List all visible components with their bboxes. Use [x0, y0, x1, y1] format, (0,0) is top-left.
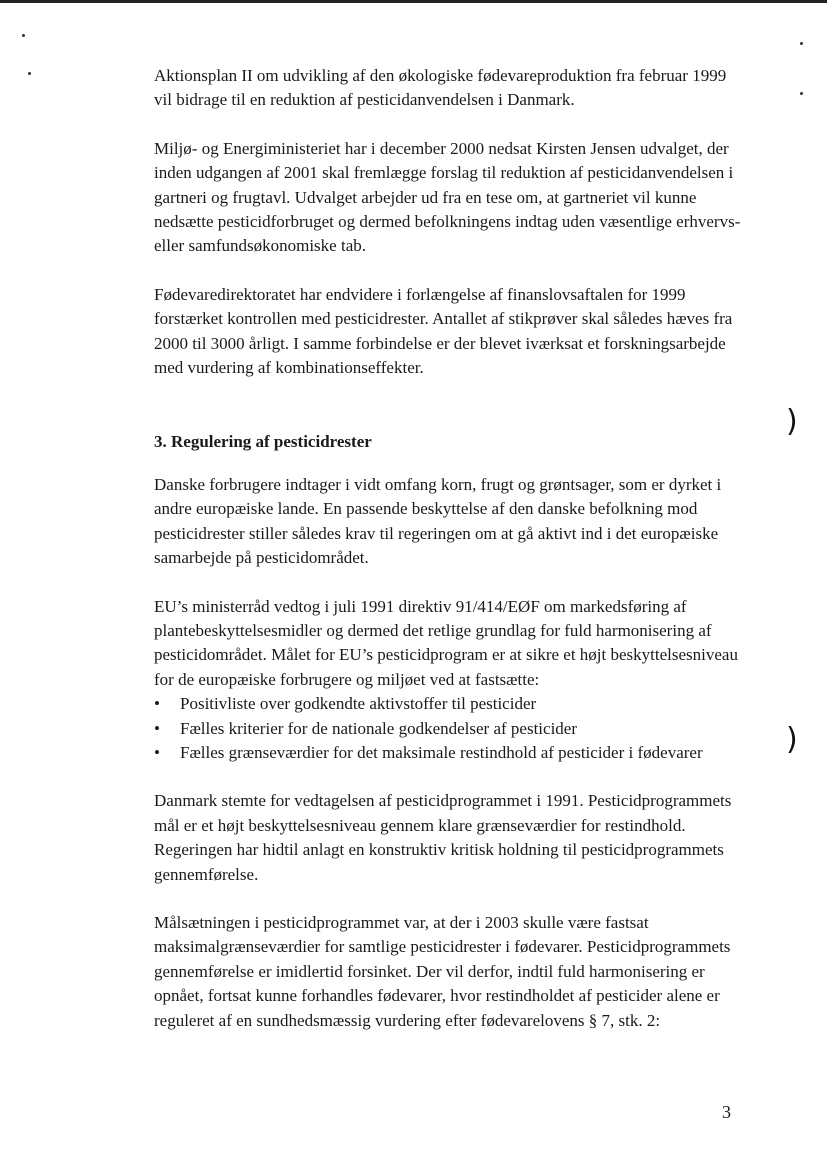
binder-hole-mark: ) — [786, 722, 798, 757]
paragraph: Miljø- og Energiministeriet har i december 2000 nedsat Kirsten Jensen udvalget, der inden udgangen af 2001 skal fremlægge forslag til reduktion af pesticidanvendelsen i gartneri og frugtavl. Udvalget arbejder ud fra en tese om, at gartneriet vil kunne nedsætte pesticidforbruget og dermed befolkningens indtag uden væsentlige erhvervs- eller samfundsøkonomiske tab. — [154, 138, 741, 256]
paragraph: Danmark stemte for vedtagelsen af pesticidprogrammet i 1991. Pesticidprogrammets mål er et højt beskyttelsesniveau gennem klare grænseværdier for restindhold. Regeringen har hidtil anlagt en konstruktiv kritisk holdning til pesticidprogrammets gennemførelse. — [154, 791, 732, 884]
scan-speck — [28, 72, 31, 75]
section-heading: 3. Regulering af pesticidrester — [154, 432, 372, 452]
paragraph: Danske forbrugere indtager i vidt omfang korn, frugt og grøntsager, som er dyrket i andre europæiske lande. En passende beskyttelse af den danske befolkning mod pesticidrester stiller således krav til regeringen om at gå aktivt ind i det europæiske samarbejde på pesticidområdet. — [154, 474, 722, 568]
scan-speck — [800, 92, 803, 95]
document-body — [154, 64, 744, 1057]
bullet-item: • Fælles grænseværdier for det maksimale restindhold af pesticider i fødevarer — [154, 741, 744, 765]
scan-top-border — [0, 0, 827, 3]
bullet-item: • Positivliste over godkendte aktivstoffer til pesticider — [154, 692, 744, 716]
page-number: 3 — [722, 1102, 731, 1122]
bullet-list — [154, 692, 744, 765]
scan-speck — [22, 34, 25, 37]
paragraph: Fødevaredirektoratet har endvidere i forlængelse af finanslovsaftalen for 1999 forstærket kontrollen med pesticidrester. Antallet af stikprøver skal således hæves fra 2000 til 3000 årligt. I samme forbindelse er der blevet iværksat et forskningsarbejde med vurdering af kombinationseffekter. — [154, 284, 733, 378]
paragraph: EU’s ministerråd vedtog i juli 1991 direktiv 91/414/EØF om markedsføring af plantebeskyttelsesmidler og dermed det retlige grundlag for fuld harmonisering af pesticidområdet. Målet for EU’s pesticidprogram er at sikre et højt beskyttelsesniveau for de europæiske forbrugere og miljøet ved at fastsætte: — [154, 596, 738, 689]
binder-hole-mark: ) — [786, 404, 798, 439]
scan-speck — [800, 42, 803, 45]
paragraph: Målsætningen i pesticidprogrammet var, at der i 2003 skulle være fastsat maksimalgrænseværdier for samtlige pesticidrester i fødevarer. Pesticidprogrammets gennemførelse er imidlertid forsinket. Der vil derfor, indtil fuld harmonisering er opnået, fortsat kunne forhandles fødevarer, hvor restindholdet af pesticider alene er reguleret af en sundhedsmæssig vurdering efter fødevarelovens § 7, stk. 2: — [154, 912, 731, 1030]
bullet-item: • Fælles kriterier for de nationale godkendelser af pesticider — [154, 717, 744, 741]
paragraph: Aktionsplan II om udvikling af den økologiske fødevareproduktion fra februar 1999 vil bidrage til en reduktion af pesticidanvendelsen i Danmark. — [154, 66, 727, 110]
